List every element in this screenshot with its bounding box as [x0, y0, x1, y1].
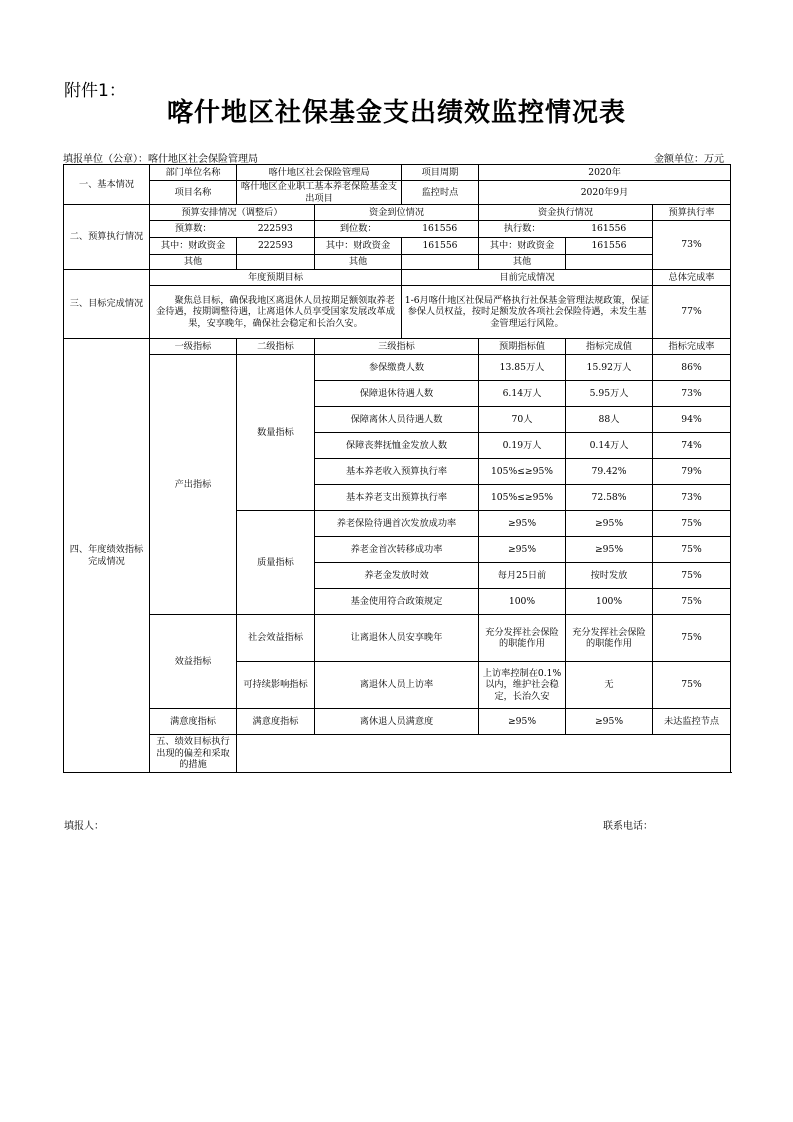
- indicator-expected: ≥95%: [479, 709, 566, 735]
- indicator-rate: 73%: [653, 485, 731, 511]
- indicator-actual: 88人: [566, 407, 653, 433]
- dept-value: 喀什地区社会保险管理局: [237, 165, 402, 181]
- indicator-actual: ≥95%: [566, 709, 653, 735]
- indicator-actual: 0.14万人: [566, 433, 653, 459]
- goal-col1: 年度预期目标: [150, 270, 402, 286]
- indicator-actual: 100%: [566, 589, 653, 615]
- indicator-expected: 充分发挥社会保险的职能作用: [479, 615, 566, 662]
- section-goal: 三、目标完成情况: [64, 270, 150, 339]
- monitor-label: 监控时点: [402, 181, 479, 205]
- ind-h2: 二级指标: [237, 339, 315, 355]
- budget-c2-value: 161556: [566, 238, 653, 255]
- goal-col2: 目前完成情况: [402, 270, 653, 286]
- indicator-expected: 6.14万人: [479, 381, 566, 407]
- indicator-name: 保障退休待遇人数: [315, 381, 479, 407]
- budget-a2-value: 222593: [237, 238, 315, 255]
- benefit-indicator: 效益指标: [150, 615, 237, 709]
- indicator-actual: 按时发放: [566, 563, 653, 589]
- budget-a-label: 预算数：: [150, 221, 237, 238]
- indicator-rate: 74%: [653, 433, 731, 459]
- indicator-expected: 13.85万人: [479, 355, 566, 381]
- budget-a2-label: 其中：财政资金: [150, 238, 237, 255]
- indicator-expected: 105%≤≥95%: [479, 485, 566, 511]
- indicator-name: 养老保险待遇首次发放成功率: [315, 511, 479, 537]
- budget-rate: 73%: [653, 221, 731, 270]
- indicator-actual: ≥95%: [566, 511, 653, 537]
- goal-expected: 聚焦总目标，确保我地区离退休人员按期足额领取养老金待遇，按期调整待遇，让离退休人员享受国家发展改革成果，安享晚年，确保社会稳定和长治久安。: [150, 286, 402, 339]
- deviation-content: [237, 735, 731, 773]
- indicator-name: 离退休人员上访率: [315, 662, 479, 709]
- sustainable-indicator: 可持续影响指标: [237, 662, 315, 709]
- budget-b-label: 到位数：: [315, 221, 402, 238]
- budget-a-value: 222593: [237, 221, 315, 238]
- ind-h1: 一级指标: [150, 339, 237, 355]
- page-title: 喀什地区社保基金支出绩效监控情况表: [166, 98, 626, 128]
- satisfaction-indicator: 满意度指标: [150, 709, 237, 735]
- ind-h3: 三级指标: [315, 339, 479, 355]
- indicator-rate: 86%: [653, 355, 731, 381]
- period-value: 2020年: [479, 165, 731, 181]
- performance-table: [63, 164, 731, 773]
- ind-h5: 指标完成值: [566, 339, 653, 355]
- budget-col2: 资金到位情况: [315, 205, 479, 221]
- indicator-rate: 75%: [653, 615, 731, 662]
- satisfaction-sub-indicator: 满意度指标: [237, 709, 315, 735]
- filing-unit: 填报单位（公章）：喀什地区社会保险管理局: [63, 154, 258, 165]
- indicator-expected: 0.19万人: [479, 433, 566, 459]
- budget-b-value: 161556: [402, 221, 479, 238]
- indicator-expected: 100%: [479, 589, 566, 615]
- indicator-expected: 70人: [479, 407, 566, 433]
- ind-h6: 指标完成率: [653, 339, 731, 355]
- indicator-name: 养老金首次转移成功率: [315, 537, 479, 563]
- goal-rate: 77%: [653, 286, 731, 339]
- goal-col3: 总体完成率: [653, 270, 731, 286]
- period-label: 项目周期: [402, 165, 479, 181]
- indicator-name: 保障丧葬抚恤金发放人数: [315, 433, 479, 459]
- quantity-indicator: 数量指标: [237, 355, 315, 511]
- ind-h4: 预期指标值: [479, 339, 566, 355]
- indicator-name: 保障离休人员待遇人数: [315, 407, 479, 433]
- indicator-name: 基本养老收入预算执行率: [315, 459, 479, 485]
- budget-c-label: 执行数：: [479, 221, 566, 238]
- indicator-rate: 75%: [653, 563, 731, 589]
- indicator-actual: 5.95万人: [566, 381, 653, 407]
- monitor-value: 2020年9月: [479, 181, 731, 205]
- indicator-rate: 75%: [653, 662, 731, 709]
- budget-b2-value: 161556: [402, 238, 479, 255]
- phone-label: 联系电话：: [603, 821, 653, 832]
- budget-c2-label: 其中：财政资金: [479, 238, 566, 255]
- attachment-label: 附件1：: [64, 81, 126, 101]
- indicator-name: 基金使用符合政策规定: [315, 589, 479, 615]
- output-indicator: 产出指标: [150, 355, 237, 615]
- section-budget: 二、预算执行情况: [64, 205, 150, 270]
- indicator-actual: 15.92万人: [566, 355, 653, 381]
- indicator-name: 离休退人员满意度: [315, 709, 479, 735]
- budget-b3-label: 其他: [315, 255, 402, 270]
- goal-current: 1-6月喀什地区社保局严格执行社保基金管理法规政策，保证参保人员权益，按时足额发放各项社会保险待遇，未发生基金管理运行风险。: [402, 286, 653, 339]
- indicator-expected: ≥95%: [479, 537, 566, 563]
- project-label: 项目名称: [150, 181, 237, 205]
- indicator-rate: 79%: [653, 459, 731, 485]
- section-basic: 一、基本情况: [64, 165, 150, 205]
- budget-a3-label: 其他: [150, 255, 237, 270]
- indicator-rate: 75%: [653, 511, 731, 537]
- section-indicators: 四、年度绩效指标完成情况: [64, 339, 150, 773]
- indicator-expected: ≥95%: [479, 511, 566, 537]
- indicator-actual: 79.42%: [566, 459, 653, 485]
- indicator-actual: 72.58%: [566, 485, 653, 511]
- budget-col1: 预算安排情况（调整后）: [150, 205, 315, 221]
- indicator-actual: 充分发挥社会保险的职能作用: [566, 615, 653, 662]
- indicator-rate: 未达监控节点: [653, 709, 731, 735]
- indicator-expected: 105%≤≥95%: [479, 459, 566, 485]
- amount-unit: 金额单位：万元: [654, 154, 724, 165]
- section-deviation: 五、绩效目标执行出现的偏差和采取的措施: [150, 735, 237, 773]
- indicator-name: 基本养老支出预算执行率: [315, 485, 479, 511]
- dept-label: 部门单位名称: [150, 165, 237, 181]
- indicator-rate: 75%: [653, 537, 731, 563]
- budget-col3: 资金执行情况: [479, 205, 653, 221]
- budget-c3-label: 其他: [479, 255, 566, 270]
- indicator-rate: 75%: [653, 589, 731, 615]
- indicator-name: 让离退休人员安享晚年: [315, 615, 479, 662]
- budget-c-value: 161556: [566, 221, 653, 238]
- indicator-rate: 73%: [653, 381, 731, 407]
- indicator-actual: ≥95%: [566, 537, 653, 563]
- budget-b2-label: 其中：财政资金: [315, 238, 402, 255]
- filler-label: 填报人：: [64, 821, 104, 832]
- indicator-name: 养老金发放时效: [315, 563, 479, 589]
- indicator-rate: 94%: [653, 407, 731, 433]
- indicator-name: 参保缴费人数: [315, 355, 479, 381]
- budget-col4: 预算执行率: [653, 205, 731, 221]
- quality-indicator: 质量指标: [237, 511, 315, 615]
- social-benefit-indicator: 社会效益指标: [237, 615, 315, 662]
- indicator-expected: 每月25日前: [479, 563, 566, 589]
- indicator-expected: 上访率控制在0.1%以内，维护社会稳定，长治久安: [479, 662, 566, 709]
- project-value: 喀什地区企业职工基本养老保险基金支出项目: [237, 181, 402, 205]
- indicator-actual: 无: [566, 662, 653, 709]
